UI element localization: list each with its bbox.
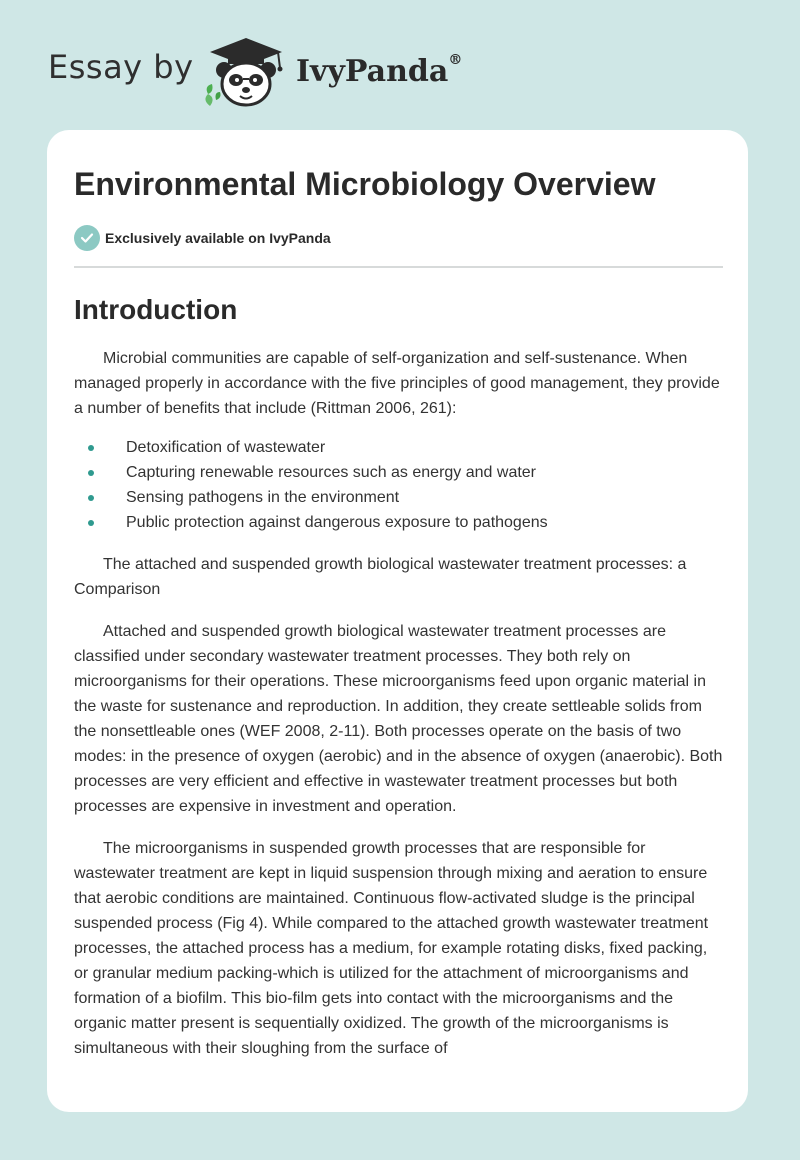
badge-label: Exclusively available on IvyPanda <box>105 230 331 246</box>
page-title: Environmental Microbiology Overview <box>74 166 656 202</box>
paragraph-comparison-heading: The attached and suspended growth biological wastewater treatment processes: a Comparison <box>74 556 687 598</box>
list-item: Public protection against dangerous exposure to pathogens <box>74 510 724 535</box>
paragraph-suspended-growth: The microorganisms in suspended growth processes that are responsible for wastewater treatment are kept in liquid suspension through mixing and aeration to ensure that aerobic conditions are maintained. Continuous flow-activated sludge is the principal suspended process (Fig 4). While compared to the attached growth wastewater treatment processes, the attached process has a medium, for example rotating disks, fixed packing, or granular medium packing-which is utilized for the attachment of microorganisms and formation of a biofilm. This bio-film gets into contact with the microorganisms and the organic matter present is sequentially oxidized. The growth of the microorganisms is simultaneous with their sloughing from the surface of <box>74 840 709 1057</box>
bullet-dot-icon <box>88 520 94 526</box>
exclusive-badge <box>74 224 724 252</box>
essay-by-label: Essay by <box>48 48 194 86</box>
bullet-dot-icon <box>88 470 94 476</box>
section-heading: Introduction <box>74 294 238 325</box>
divider <box>74 266 723 268</box>
bullet-dot-icon <box>88 445 94 451</box>
bullet-dot-icon <box>88 495 94 501</box>
benefits-list <box>74 435 724 535</box>
article-content <box>74 130 724 1061</box>
check-circle-icon <box>74 225 100 251</box>
list-item: Sensing pathogens in the environment <box>74 485 724 510</box>
panda-logo-icon[interactable] <box>200 34 292 110</box>
paragraph-intro: Microbial communities are capable of self-organization and self-sustenance. When managed properly in accordance with the five principles of good management, they provide a number of benefits that include (Rittman 2006, 261): <box>74 350 720 417</box>
site-header <box>0 0 800 130</box>
article-card <box>47 130 748 1112</box>
list-item: Detoxification of wastewater <box>74 435 724 460</box>
paragraph-processes: Attached and suspended growth biological wastewater treatment processes are classified under secondary wastewater treatment processes. They both rely on microorganisms for their operations. These microorganisms feed upon organic material in the waste for sustenance and reproduction. In addition, they create settleable solids from the nonsettleable ones (WEF 2008, 2-11). Both processes operate on the basis of two modes: in the presence of oxygen (aerobic) and in the absence of oxygen (anaerobic). Both processes are very efficient and effective in wastewater treatment processes but both processes are expensive in investment and operation. <box>74 623 723 815</box>
list-item: Capturing renewable resources such as energy and water <box>74 460 724 485</box>
brand-name[interactable]: IvyPanda® <box>296 52 463 89</box>
